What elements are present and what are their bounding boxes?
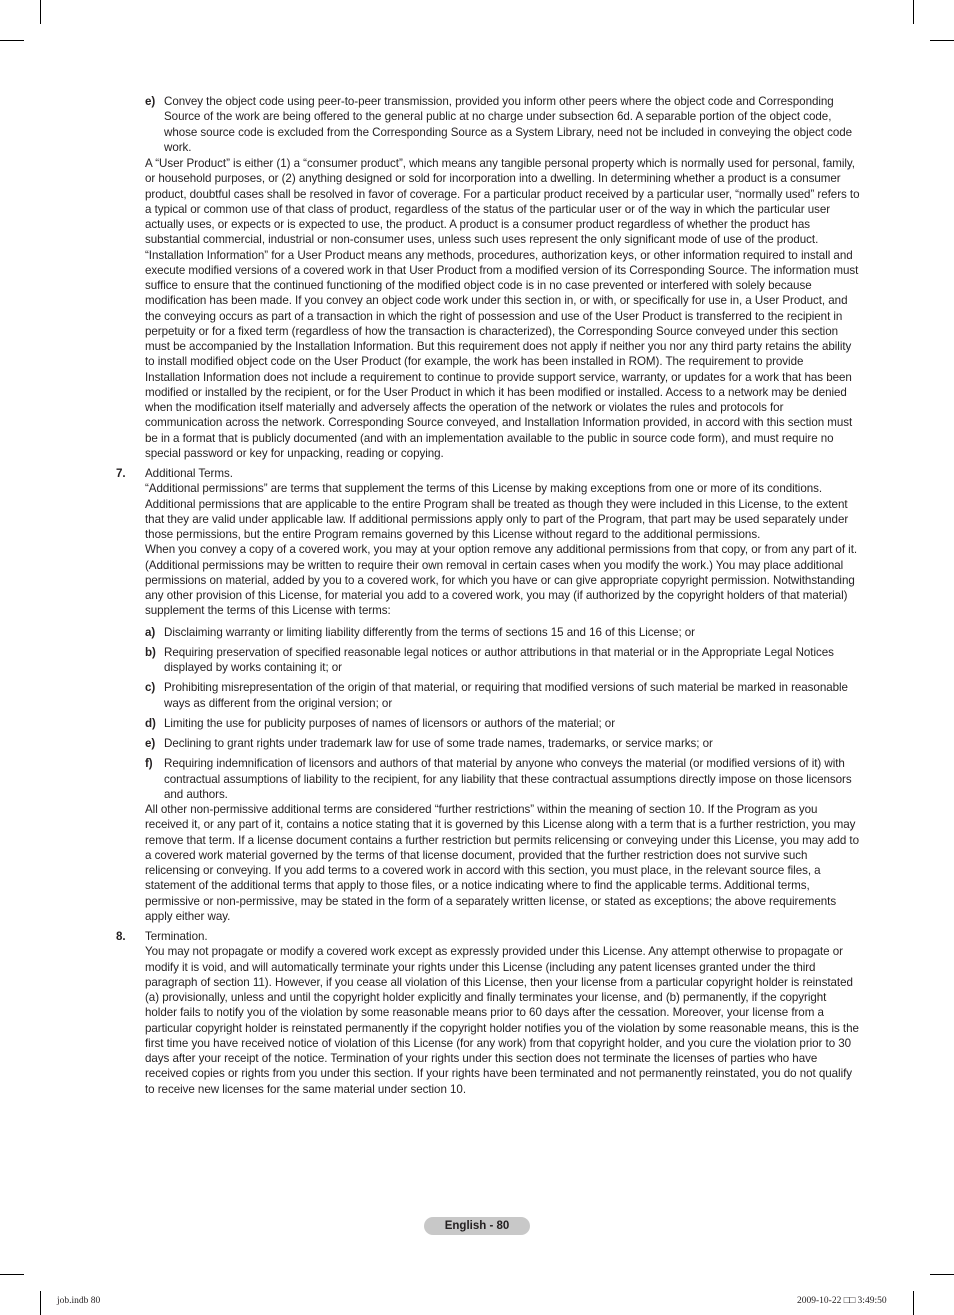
list-item: [145, 680, 860, 711]
paragraph: “Additional permissions” are terms that supplement the terms of this License by making exceptions from one or more of its conditions. Additional permissions that are applicable to the entire Program shall be treated as though they were included in this License, to the extent that they are valid under applicable law. If additional permissions apply only to part of the Program, that part may be used separately under those permissions, but the entire Program remains governed by this License without regard to the additional permissions.: [145, 482, 849, 541]
crop-mark: [40, 0, 41, 24]
item-text: Prohibiting misrepresentation of the origin of that material, or requiring that modified versions of such material be marked in reasonable ways as different from the original version; or: [164, 681, 848, 710]
item-text: Requiring indemnification of licensors and authors of that material by anyone who conveys the material (or modified versions of it) with contractual assumptions of liability to the recipient, for any liability that these contractual assumptions directly impose on those licensors and authors.: [164, 757, 852, 801]
user-product-paragraph: A “User Product” is either (1) a “consumer product”, which means any tangible personal property which is normally used for personal, family, or household purposes, or (2) anything designed or sold for incorporation into a dwelling. In determining whether a product is a consumer product, doubtful cases shall be resolved in favor of coverage. For a particular product received by a particular user, “normally used” refers to a typical or common use of that class of product, regardless of the status of the particular user or of the way in which the particular user actually uses, or expects or is expected to use, the product. A product is a consumer product regardless of whether the product has substantial commercial, industrial or non-consumer uses, unless such uses represent the only significant mode of use of the product. “Installation Information” for a User Product means any methods, procedures, authorization keys, or other information required to install and execute modified versions of a covered work in that User Product from a modified version of its Corresponding Source. The information must suffice to ensure that the continued functioning of the modified object code is in no case prevented or interfered with solely because modification has been made. If you convey an object code work under this section in, or with, or specifically for use in, a User Product, and the conveying occurs as part of a transaction in which the right of possession and use of the User Product is transferred to the recipient in perpetuity or for a fixed term (regardless of how the transaction is characterized), the Corresponding Source conveyed under this section must be accompanied by the Installation Information. But this requirement does not apply if neither you nor any third party retains the ability to install modified object code on the User Product (for example, the work has been installed in ROM). The requirement to provide Installation Information does not include a requirement to continue to provide support service, warranty, or updates for a work that has been modified or installed by the recipient, or for the User Product in which it has been modified or installed. Access to a network may be denied when the modification itself materially and adversely affects the operation of the network or violates the rules and protocols for communication across the network. Corresponding Source conveyed, and Installation Information provided, in accord with this section must be in a format that is publicly documented (and with an implementation available to the public in source code form), and must require no special password or key for unpacking, reading or copying.: [145, 157, 860, 460]
section-title: Termination.: [145, 930, 208, 943]
crop-mark: [913, 1291, 914, 1315]
section-number: 8.: [116, 930, 126, 943]
item-text: Limiting the use for publicity purposes of names of licensors or authors of the material; or: [164, 716, 615, 730]
item-text: Requiring preservation of specified reasonable legal notices or author attributions in that material or in the Appropriate Legal Notices displayed by works containing it; or: [164, 645, 834, 674]
item-label: f): [145, 757, 153, 771]
item-text: Disclaiming warranty or limiting liability differently from the terms of sections 15 and 16 of this License; or: [164, 625, 695, 639]
item-label: e): [145, 95, 156, 108]
item-label: b): [145, 645, 156, 659]
list-item: [145, 625, 860, 640]
item-text: Convey the object code using peer-to-peer transmission, provided you inform other peers where the object code and Corresponding Source of the work are being offered to the general public at no charge under subsection 6d. A separable portion of the object code, whose source code is excluded from the Corresponding Source as a System Library, need not be included in conveying the object code work.: [164, 95, 853, 154]
crop-mark: [0, 40, 24, 41]
section-title: Additional Terms.: [145, 467, 233, 480]
paragraph: You may not propagate or modify a covered work except as expressly provided under this License. Any attempt otherwise to propagate or modify it is void, and will automatically terminate your rights under this License (including any patent licenses granted under the third paragraph of section 11). However, if you cease all violation of this License, then your license from a particular copyright holder is reinstated (a) provisionally, unless and until the copyright holder explicitly and finally terminates your license, and (b) permanently, if the copyright holder fails to notify you of the violation by some reasonable means prior to 60 days after the cessation. Moreover, your license from a particular copyright holder is reinstated permanently if the copyright holder notifies you of the violation by some reasonable means, this is the first time you have received notice of violation of this License (for any work) from that copyright holder, and you cure the violation prior to 30 days after your receipt of the notice. Termination of your rights under this section does not terminate the licenses of parties who have received copies or rights from you under this section. If your rights have been terminated and not permanently reinstated, you do not qualify to receive new licenses for the same material under section 10.: [145, 945, 859, 1096]
slug-timestamp: 2009-10-22 □□ 3:49:50: [797, 1296, 887, 1306]
section-7: [116, 466, 860, 924]
item-label: d): [145, 716, 156, 730]
section-number: 7.: [116, 467, 126, 480]
license-text: [116, 94, 860, 1097]
section-8: [116, 929, 860, 1097]
page-number-badge: English - 80: [424, 1217, 530, 1235]
list-item: [145, 645, 860, 676]
item-e-top-block: [116, 94, 860, 461]
list-item: [145, 736, 860, 751]
crop-mark: [930, 1274, 954, 1275]
list-item: [145, 716, 860, 731]
item-label: a): [145, 625, 156, 639]
crop-mark: [930, 40, 954, 41]
item-text: Declining to grant rights under trademark law for use of some trade names, trademarks, or service marks; or: [164, 737, 713, 750]
list-item: [145, 756, 860, 802]
crop-mark: [0, 1274, 24, 1275]
item-label: e): [145, 737, 156, 750]
crop-mark: [40, 1291, 41, 1315]
slug-filename: job.indb 80: [57, 1296, 101, 1306]
crop-mark: [913, 0, 914, 24]
item-label: c): [145, 681, 156, 695]
paragraph: When you convey a copy of a covered work, you may at your option remove any additional permissions from that copy, or from any part of it. (Additional permissions may be written to require their own removal in certain cases when you modify the work.) You may place additional permissions on material, added by you to a covered work, for which you have or can give appropriate copyright permission. Notwithstanding any other provision of this License, for material you add to a covered work, you may (if authorized by the copyright holders of that material) supplement the terms of this License with terms:: [145, 543, 858, 618]
list-item: [145, 94, 860, 155]
paragraph: All other non-permissive additional terms are considered “further restrictions” within the meaning of section 10. If the Program as you received it, or any part of it, contains a notice stating that it is governed by this License along with a term that is a further restriction, you may remove that term. If a license document contains a further restriction but permits relicensing or conveying under this License, you may add to a covered work material governed by the terms of that license document, provided that the further restriction does not survive such relicensing or conveying. If you add terms to a covered work in accord with this section, you must place, in the relevant source files, a statement of the additional terms that apply to those files, or a notice indicating where to find the applicable terms. Additional terms, permissive or non-permissive, may be stated in the form of a separately written license, or stated as exceptions; the above requirements apply either way.: [145, 803, 860, 923]
